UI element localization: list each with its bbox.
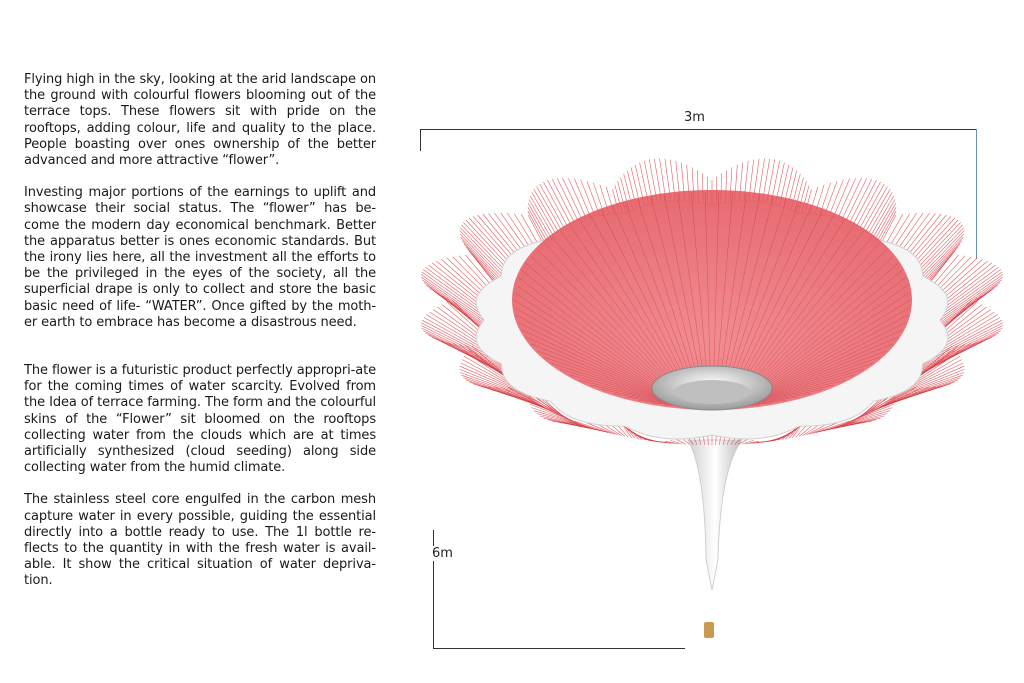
width-label: 3m: [678, 110, 711, 125]
width-dimension-line: [420, 129, 976, 130]
stem: [688, 440, 742, 590]
paragraph-core: The stainless steel core engulfed in the carbon mesh capture water in every possible, guiding the essential directly into a bottle ready to use. The 1l bottle re-flects to the quantity in with the fresh water is avail-able. It show the critical situation of water depriva-tion.: [24, 492, 376, 589]
paragraph-product: The flower is a futuristic product perfectly appropri-ate for the coming times of water scarcity. Evolved from the Idea of terrace farming. The form and the colourful skins of the “Flower” sit bloomed on the rooftops collecting water from the clouds which are at times artificially synthesized (cloud seeding) along side collecting water from the humid climate.: [24, 363, 376, 476]
height-label: 6m: [426, 546, 459, 561]
bottle-icon: [704, 622, 714, 638]
flower-illustration: [400, 150, 1020, 650]
width-dimension-tick-left: [420, 129, 421, 151]
paragraph-intro: Flying high in the sky, looking at the arid landscape on the ground with colourful flowers blooming out of the terrace tops. These flowers sit with pride on the rooftops, adding colour, life and quality to the place. People boasting over ones ownership of the better advanced and more attractive “flower”.: [24, 72, 376, 169]
paragraph-status: Investing major portions of the earnings to uplift and showcase their social status. The “flower” has be-come the modern day economical benchmark. Better the apparatus better is ones economic standards. But the irony lies here, all the investment all the efforts to be the privileged in the eyes of the society, all the superficial drape is only to collect and store the basic basic need of life- “WATER”. Once gifted by the moth-er earth to embrace has become a disastrous need.: [24, 185, 376, 330]
description-text: [24, 72, 376, 590]
steel-core-opening: [674, 380, 750, 404]
